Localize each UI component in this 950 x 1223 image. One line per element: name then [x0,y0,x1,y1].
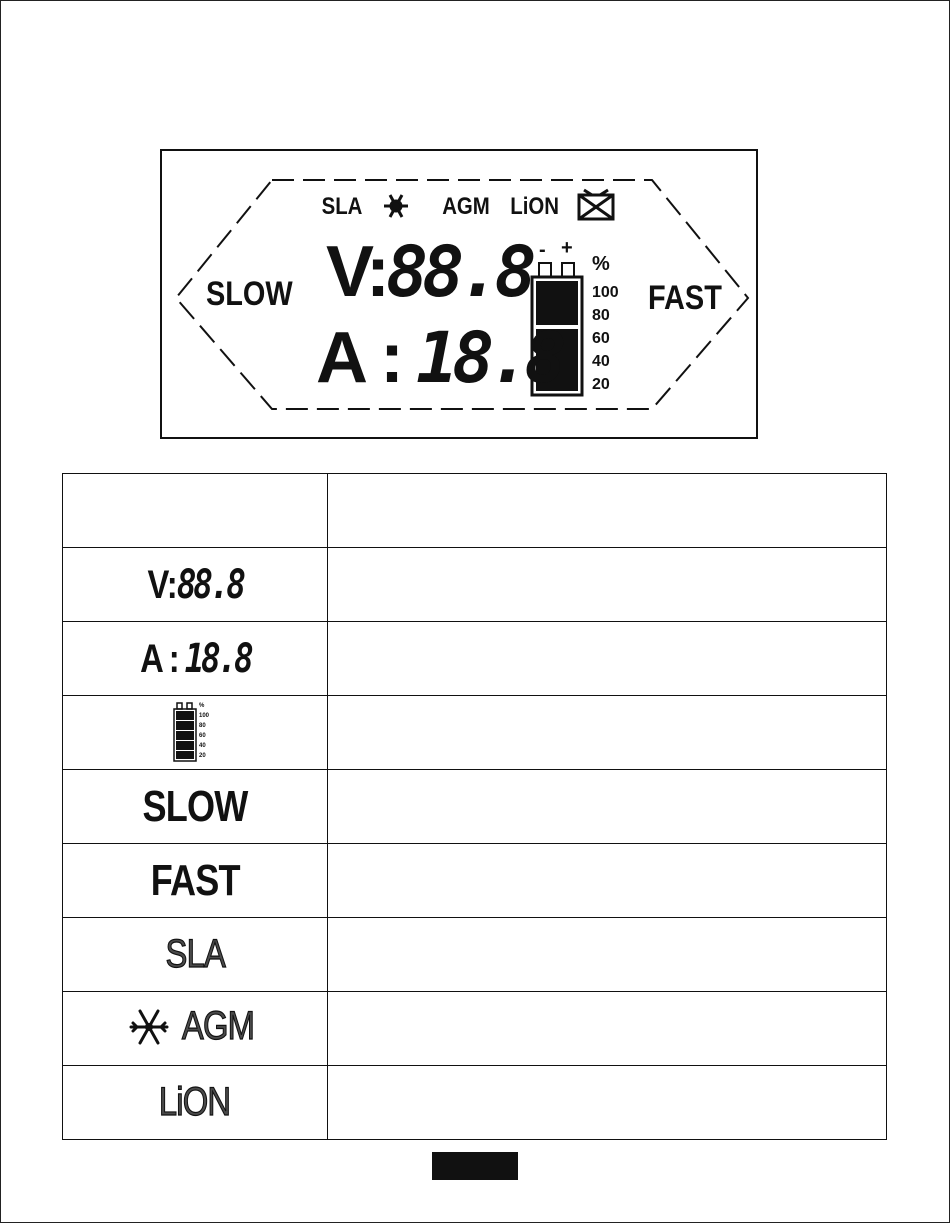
slow-symbol: SLOW [142,781,248,831]
lcd-current-prefix: A: [316,318,416,398]
level-label: 40 [199,743,206,749]
battery-gauge-icon [173,698,217,762]
table-row [63,918,887,992]
description-cell [328,622,887,696]
level-label: 100 [592,284,619,301]
lcd-display-diagram [160,149,758,439]
lcd-current-digits: 18.8 [415,317,561,399]
lcd-voltage-prefix: V: [326,232,387,312]
symbol-legend-table [62,473,887,1140]
description-cell [328,992,887,1066]
lcd-battery-percent: % [592,253,610,275]
voltage-prefix: V: [147,562,177,607]
page-number-tab [432,1152,518,1180]
description-cell [328,918,887,992]
table-row [63,622,887,696]
table-row [63,770,887,844]
level-label: 80 [199,723,206,729]
description-cell [328,548,887,622]
symbol-cell [63,770,328,844]
symbol-cell [63,844,328,918]
snowflake-icon [128,1006,170,1048]
lcd-battery-levels [592,281,619,396]
description-cell [328,1066,887,1140]
battery-neg-terminal: - [539,239,546,261]
snowflake-icon [384,195,408,217]
symbol-cell [63,548,328,622]
header-symbol-cell [63,474,328,548]
voltage-digits: 88.8 [176,561,243,608]
table-row [63,1066,887,1140]
lcd-label-fast: FAST [648,279,722,317]
lcd-label-lion: LiON [510,193,560,220]
table-row [63,992,887,1066]
symbol-cell [63,622,328,696]
battery-pos-terminal: + [561,237,573,259]
agm-symbol-group [128,1004,262,1049]
lcd-voltage-digits: 88.8 [386,231,531,313]
table-row [63,696,887,770]
lcd-label-slow: SLOW [206,275,293,313]
description-cell [328,844,887,918]
symbol-cell [63,696,328,770]
lcd-label-agm: AGM [442,193,490,220]
voltage-symbol [147,562,242,608]
percent-label: % [199,703,205,709]
lion-symbol: LiON [159,1080,231,1124]
lcd-label-sla: SLA [321,193,363,220]
level-label: 20 [592,376,610,393]
symbol-cell [63,1066,328,1140]
lcd-current-readout [316,317,561,399]
table-row [63,844,887,918]
current-prefix: A: [139,636,185,681]
level-label: 20 [199,753,206,759]
battery-fault-icon [579,190,613,219]
symbol-cell [63,992,328,1066]
fast-symbol: FAST [150,855,240,905]
sla-symbol: SLA [165,932,225,976]
current-digits: 18.8 [184,635,251,682]
agm-symbol: AGM [181,1004,255,1049]
current-symbol [140,636,250,682]
description-cell [328,696,887,770]
description-cell [328,770,887,844]
level-label: 60 [592,330,610,347]
level-label: 60 [199,733,206,739]
level-label: 80 [592,307,610,324]
symbol-cell [63,918,328,992]
table-header-row [63,474,887,548]
header-description-cell [328,474,887,548]
lcd-voltage-readout [326,231,531,313]
level-label: 100 [199,713,210,719]
level-label: 40 [592,353,610,370]
table-row [63,548,887,622]
